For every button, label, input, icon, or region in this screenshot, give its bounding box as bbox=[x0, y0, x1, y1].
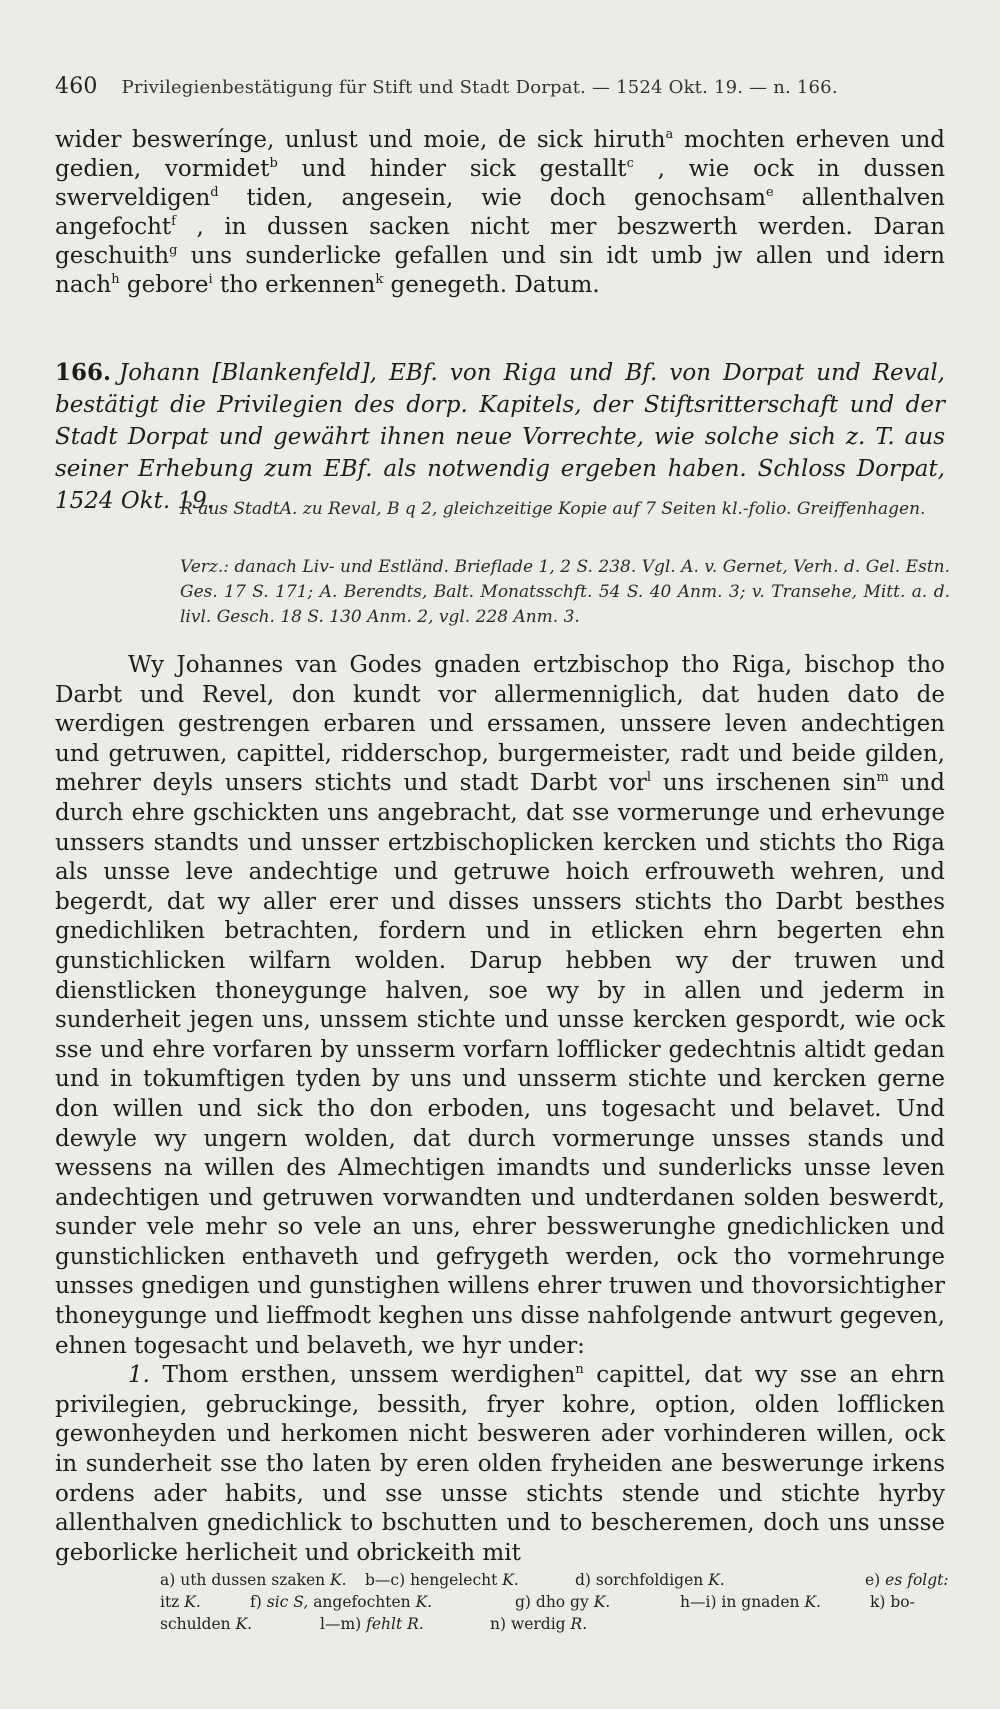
footnote-k-cont: schulden K. bbox=[160, 1615, 253, 1633]
footnote-d: d) sorchfoldigen K. bbox=[575, 1571, 725, 1589]
footnote-f: f) sic S, angefochten K. bbox=[250, 1593, 433, 1611]
source-note: R aus StadtA. zu Reval, B q 2, gleichzeitige Kopie auf 7 Seiten kl.-folio. Greiffenhagen. bbox=[180, 499, 926, 519]
footnote-a: a) uth dussen szaken K. bbox=[160, 1571, 347, 1589]
intro-paragraph: wider beswerínge, unlust und moie, de sick hiruth$^a$ mochten erheven und gedien, vormidet$^b$ und hinder sick gestallt$^c$ , wie ock in dussen swerveldigen$^d$ tiden, angesein, wie doch genochsam$^e$ allenthalven angefocht$^f$ , in dussen sacken nicht mer beszwerth werden. Daran geschuith$^g$ uns sunderlicke gefallen und sin idt umb jw allen und idern nach$^h$ gebore$^i$ tho erkennen$^k$ genegeth. Datum. bbox=[55, 127, 946, 298]
footnote-hi: h—i) in gnaden K. bbox=[680, 1593, 821, 1611]
footnote-n: n) werdig R. bbox=[490, 1615, 588, 1633]
footnotes bbox=[160, 1569, 949, 1635]
footnote-e-cont: itz K. bbox=[160, 1593, 201, 1611]
document-regest bbox=[55, 357, 945, 517]
item-1: 1. Thom ersthen, unssem werdighen$^n$ capittel, dat wy sse an ehrn privilegien, gebruckinge, bessith, fryer kohre, option, olden lofflicken gewonheyden und herkomen nicht besweren ader vorhinderen willen, ock in sunderheit sse tho laten by eren olden fryheiden ane beswerunge irkens ordens ader habits, und sse unsse stichts stende und stichte hyrby allenthalven gnedichlick to bschutten und to bescheremen, doch uns unsse geborlicke herlicheit und obrickeith mit bbox=[55, 1362, 945, 1566]
footnote-k: k) bo- bbox=[870, 1593, 915, 1611]
main-paragraph: Wy Johannes van Godes gnaden ertzbischop tho Riga, bischop tho Darbt und Revel, don kundt vor allermenniglich, dat huden dato de werdigen gestrengen erbaren und erssamen, unssere leven andechtigen und getruwen, capittel, ridderschop, burgermeister, radt und beide gilden, mehrer deyls unsers stichts und stadt Darbt vor$^l$ uns irschenen $\sin^m$ und durch ehre gschickten uns angebracht, dat sse vormerunge und erhevunge unssers standts und unsser ertzbischoplicken kercken und stichts tho Riga als unsse leve andechtige und getruwe hoich erfrouweth wehren, und begerdt, dat wy aller erer und disses unssers stichts tho Darbt besthes gnedichliken betrachten, fordern und in etlicken ehrn begerten ehn gunstichlicken wilfarn wolden. Darup hebben wy der truwen und dienstlicken thoneygunge halven, soe wy by in allen und jederm in sunderheit jegen uns, unssem stichte und unsse kercken gespordt, wie ock sse und ehre vorfaren by unsserm vorfarn lofflicker gedechtnis altidt gedan und in tokumftigen tyden by uns und unsserm stichte und kercken gerne don willen und sick tho don erboden, uns togesacht und belavet. Und dewyle wy ungern wolden, dat durch vormerunge unsses stands und wessens na willen des Almechtigen imandts und sunderlicks unsse leven andechtigen und getruwen vorwandten und undterdanen solden beswerdt, sunder vele mehr so vele an uns, ehrer besswerunghe gnedichlicken und gunstichlicken enthaveth und gefrygeth werden, ock tho vormehrunge unsses gnedigen und gunstighen willens ehrer truwen und thovorsichtigher thoneygunge und lieffmodt keghen uns disse nahfolgende antwurt gegeven, ehnen togesacht und belaveth, we hyr under: bbox=[55, 652, 945, 1359]
regest-text: Johann [Blankenfeld], EBf. von Riga und Bf. von Dorpat und Reval, bestätigt die Privilegien des dorp. Kapitels, der Stiftsritterschaft und der Stadt Dorpat und gewährt ihnen neue Vorrechte, wie solche sich z. T. aus seiner Erhebung zum EBf. als notwendig ergeben haben. Schloss Dorpat, 1524 Okt. 19. bbox=[55, 360, 945, 514]
page-number: 460 bbox=[55, 74, 98, 99]
footnote-e: e) es folgt: bbox=[865, 1571, 949, 1589]
running-header bbox=[55, 74, 945, 99]
running-title: Privilegienbestätigung für Stift und Stadt Dorpat. — 1524 Okt. 19. — n. 166. bbox=[121, 77, 838, 98]
document-number: 166. bbox=[55, 359, 112, 386]
footnote-lm: l—m) fehlt R. bbox=[320, 1615, 424, 1633]
main-text bbox=[55, 651, 945, 1568]
footnote-g: g) dho gy K. bbox=[515, 1593, 611, 1611]
footnote-bc: b—c) hengelecht K. bbox=[365, 1571, 519, 1589]
bibliography-note: Verz.: danach Liv- und Estländ. Brieflade 1, 2 S. 238. Vgl. A. v. Gernet, Verh. d. Gel. Estn. Ges. 17 S. 171; A. Berendts, Balt. Monatsschft. 54 S. 40 Anm. 3; v. Transehe, Mitt. a. d. livl. Gesch. 18 S. 130 Anm. 2, vgl. 228 Anm. 3. bbox=[180, 557, 950, 627]
